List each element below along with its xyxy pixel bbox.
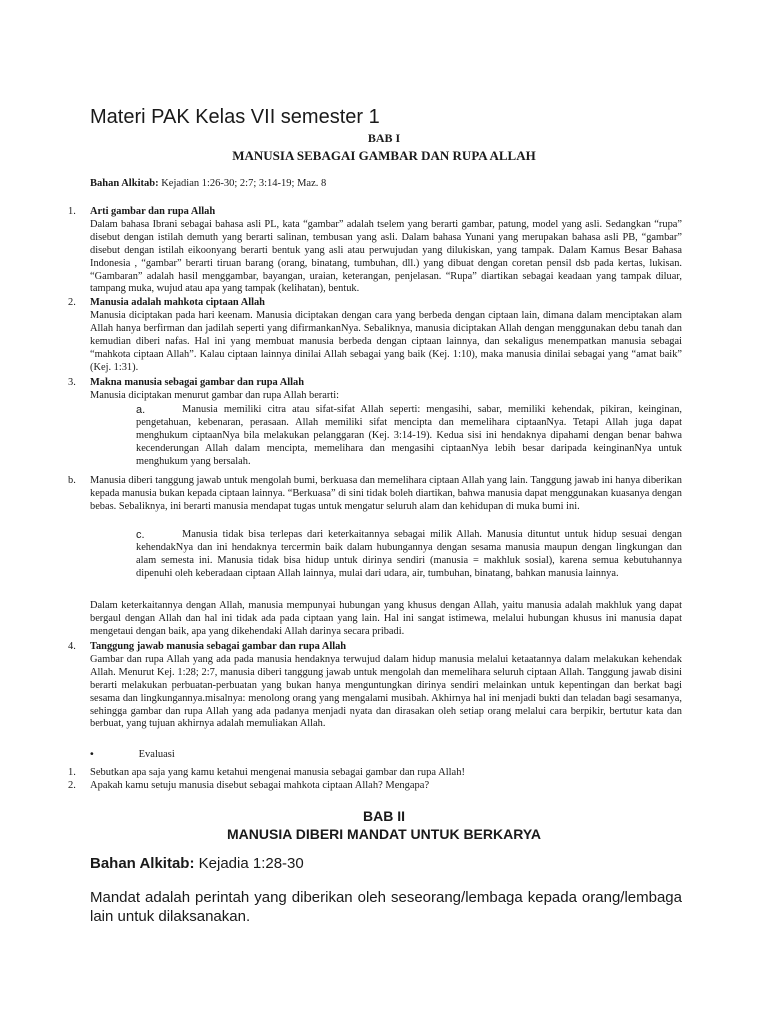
list-item-number: 2. — [68, 297, 76, 308]
evaluation-label: Evaluasi — [138, 749, 175, 760]
mandate-paragraph: Mandat adalah perintah yang diberikan oleh seseorang/lembaga kepada orang/lembaga lain untuk dilaksanakan. — [90, 889, 682, 925]
list-item-text: Manusia diciptakan pada hari keenam. Manusia diciptakan dengan cara yang berbeda dengan ciptaan lain, dimana dalam menciptakan alam Allah hanya berfirman dan jadilah seperti yang difirmankanNya. Sebaliknya, manusia diciptakan Allah dengan menggunakan debu tanah dan kemudian diberi nafas. Hal ini yang membuat manusia berbeda dengan ciptaan lainnya, dan sekaligus menempatkan manusia sebagai “mahkota ciptaan Allah”. Kalau ciptaan lainnya dinilai Allah sebagai yang baik (Kej. 1:10), maka manusia dinilai sebagai yang “amat baik” (Kej. 1:31). — [90, 309, 682, 373]
list-item-text: Gambar dan rupa Allah yang ada pada manusia hendaknya terwujud dalam hidup manusia melalui ketaatannya dalam melakukan kehendak Allah. Menurut Kej. 1:28; 2:7, manusia diberi tanggung jawab untuk mengolah dan memelihara seluruh ciptaan Allah. Tanggung jawab disini berarti melakukan perbuatan-perbuatan yang bukan hanya menguntungkan dirinya sendiri melainkan untuk kepentingan dan berkat bagi sesama dan lingkungannya.misalnya: menolong orang yang mengalami musibah. Akhirnya hal ini menjadi bukti dan teladan bagi sesamanya, sehingga gambar dan rupa Allah yang ada padanya menjadi nyata dan dirasakan oleh setiap orang melalui cara berpikir, bertutur kata dan berbuat, yang tujuan akhirnya adalah memuliakan Allah. — [90, 653, 682, 730]
sub-item-letter: a. — [136, 404, 146, 416]
page-title: Materi PAK Kelas VII semester 1 — [90, 106, 380, 128]
chapter-1-scripture — [90, 178, 326, 189]
scripture-value: Kejadian 1:26-30; 2:7; 3:14-19; Maz. 8 — [161, 178, 327, 189]
sub-item-c — [136, 529, 682, 581]
list-item-3 — [68, 377, 682, 403]
sub-item-letter: b. — [68, 475, 76, 486]
scripture-label: Bahan Alkitab: — [90, 178, 159, 189]
evaluation-heading — [90, 748, 175, 760]
question-number: 1. — [68, 767, 76, 778]
sub-item-text: Manusia diberi tanggung jawab untuk mengolah bumi, berkuasa dan memelihara ciptaan Allah yang lain. Tanggung jawab ini hanya diberikan kepada manusia bukan kepada ciptaan lainnya. “Berkuasa” di sini tidak boleh diartikan, bahwa manusia dapat menggunakan kuasanya dengan bebas. Sebaliknya, ini berarti manusia mendapat tugas untuk mengatur seluruh alam dan kehidupan di muka bumi ini. — [90, 475, 682, 512]
sub-item-a — [136, 404, 682, 469]
list-item-4 — [68, 641, 682, 731]
sub-item-b — [68, 475, 682, 514]
list-item-heading: Arti gambar dan rupa Allah — [90, 206, 216, 217]
list-item-heading: Manusia adalah mahkota ciptaan Allah — [90, 297, 265, 308]
relation-paragraph: Dalam keterkaitannya dengan Allah, manusia mempunyai hubungan yang khusus dengan Allah, yaitu manusia adalah makhluk yang dapat bergaul dengan Allah dan hal ini tidak ada pada ciptaan yang lain. Hal ini sangat istimewa, melalui hubungan khusus ini manusia dapat mengetaui dengan baik, apa yang dikehendaki Allah darinya secara pribadi. — [90, 600, 682, 637]
list-item-number: 4. — [68, 641, 76, 652]
chapter-2-title: MANUSIA DIBERI MANDAT UNTUK BERKARYA — [227, 826, 541, 842]
scripture-value: Kejadia 1:28-30 — [198, 855, 304, 872]
sub-item-letter: c. — [136, 529, 145, 541]
sub-item-text: Manusia memiliki citra atau sifat-sifat Allah seperti: mengasihi, sabar, memiliki kehendak, pikiran, keinginan, pengetahuan, kebenaran, perasaan. Allah memiliki sifat mencipta dan memelihara ciptaanNya. Tetapi Allah juga dapat menghukum ciptaanNya bila melakukan pelanggaran (Kej. 3:14-19). Kedua sisi ini hendaknya dipahami dengan benar bahwa kecenderungan Allah dalam mencipta, memelihara dan mengasihi ciptaanNya lebih besar daripada keinginanNya untuk menghukum yang bersalah. — [136, 404, 682, 467]
question-number: 2. — [68, 780, 76, 791]
sub-item-text: Manusia tidak bisa terlepas dari keterkaitannya sebagai milik Allah. Manusia dituntut untuk hidup sesuai dengan kehendakNya dan ini hendaknya tercermin baik dalam hubungannya dengan sesama manusia maupun dengan lingkungan dan alam semesta ini. Manusia tidak bisa hidup untuk dirinya sendiri (manusia = makhluk sosial), karena semua kebutuhannya dipenuhi oleh keberadaan ciptaan Allah lainnya, mulai dari udara, air, tumbuhan, binatang, bahkan manusia lainnya. — [136, 529, 682, 579]
bullet-icon: • — [90, 748, 94, 760]
question-text: Apakah kamu setuju manusia disebut sebagai mahkota ciptaan Allah? Mengapa? — [90, 780, 430, 791]
list-item-text: Manusia diciptakan menurut gambar dan rupa Allah berarti: — [90, 389, 340, 401]
list-item-text: Dalam bahasa Ibrani sebagai bahasa asli PL, kata “gambar” adalah tselem yang berarti gambar, patung, model yang asli. Sedangkan “rupa” disebut dengan istilah demuth yang berarti salinan, tembusan yang asli. Dalam bahasa Yunani yang merupakan bahasa asli PB, “gambar” disebut dengan istilah eikoonyang berarti bentuk yang asli atau perwujudan yang dilukiskan, yang tampak. Dalam Kamus Besar Bahasa Indonesia , “gambar” berarti tiruan barang (orang, binatang, tumbuhan, dll.) yang dibuat dengan coretan pensil dsb pada kertas, lukisan. “Gambaran” adalah hasil menggambar, bayangan, uraian, keterangan, penjelasan. “Rupa” diartikan sebagai keadaan yang tampak diluar, tampang muka, wujud atau apa yang tampak (kelihatan), bentuk. — [90, 218, 682, 295]
chapter-1-title: MANUSIA SEBAGAI GAMBAR DAN RUPA ALLAH — [232, 148, 536, 163]
chapter-2-scripture — [90, 855, 304, 872]
list-item-number: 3. — [68, 377, 76, 388]
chapter-1-label: BAB I — [367, 131, 401, 145]
chapter-2-label: BAB II — [363, 808, 405, 824]
list-item-2 — [68, 297, 682, 374]
list-item-heading: Tanggung jawab manusia sebagai gambar dan rupa Allah — [90, 641, 347, 652]
question-item-2 — [68, 780, 682, 791]
question-text: Sebutkan apa saja yang kamu ketahui mengenai manusia sebagai gambar dan rupa Allah! — [90, 767, 465, 778]
list-item-number: 1. — [68, 206, 76, 217]
scripture-label: Bahan Alkitab: — [90, 855, 195, 872]
list-item-1 — [68, 206, 682, 296]
list-item-heading: Makna manusia sebagai gambar dan rupa Allah — [90, 377, 305, 388]
question-item-1 — [68, 767, 682, 778]
